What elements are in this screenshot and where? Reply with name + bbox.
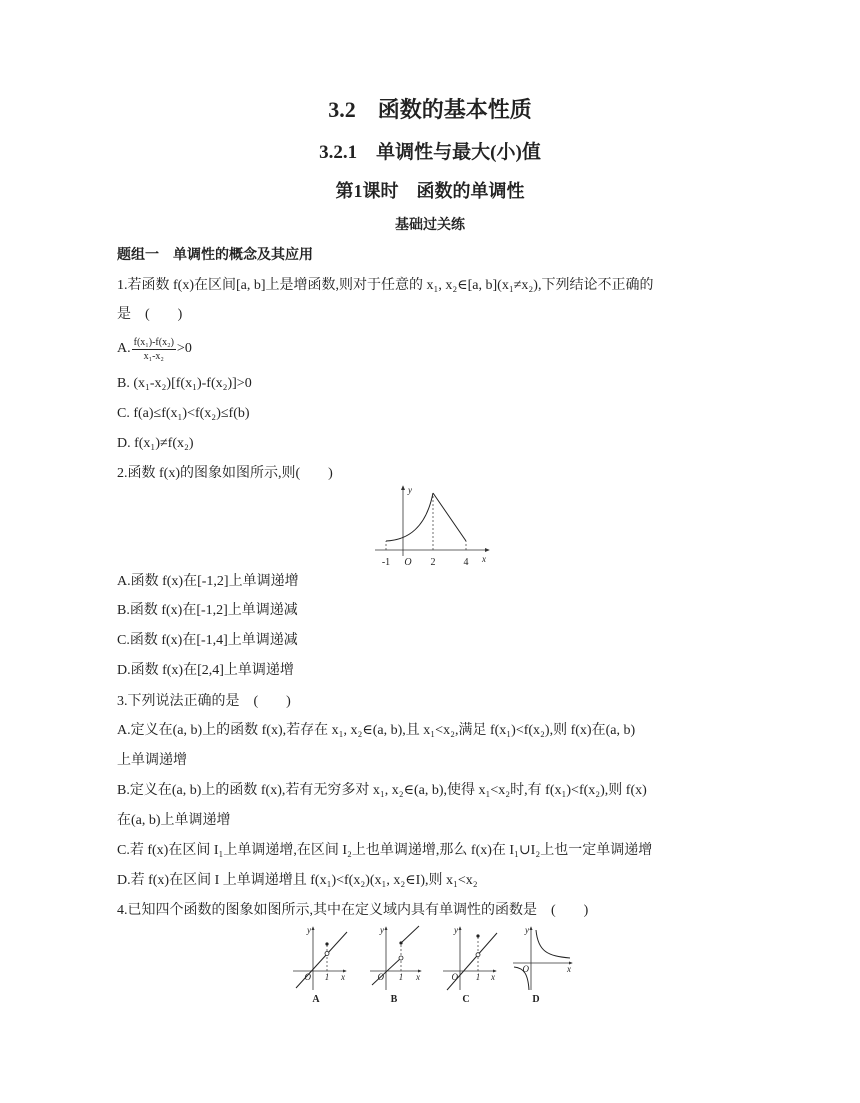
hyperbola-upper-branch <box>536 930 570 958</box>
open-point <box>325 952 329 956</box>
q2-option-c: C.函数 f(x)在[-1,4]上单调递减 <box>117 633 298 648</box>
graph-c <box>443 925 497 1005</box>
q3-stem: 3.下列说法正确的是 ( ) <box>117 694 291 709</box>
increasing-curve <box>386 493 433 541</box>
origin-label: O <box>522 964 529 974</box>
q3-option-d: D.若 f(x)在区间 I 上单调递增且 f(x₁)<f(x₂)(x₁, x₂∈I),则 x₁<x₂ <box>117 873 478 888</box>
origin-label: O <box>304 972 311 982</box>
q1-stem-line-2: 是 ( ) <box>117 307 183 322</box>
q1-option-b: B. (x₁-x₂)[f(x₁)-f(x₂)]>0 <box>117 376 252 391</box>
graph-d <box>513 925 572 1005</box>
y-axis-label: y <box>454 925 458 935</box>
fraction-numerator: f(x₁)-f(x₂) <box>133 336 174 348</box>
tick-label-4: 4 <box>463 557 469 568</box>
graph-b <box>370 925 421 1005</box>
lesson-title: 第1课时 函数的单调性 <box>335 181 525 201</box>
solid-point <box>325 942 328 945</box>
tick-label-1: 1 <box>398 972 404 982</box>
open-point <box>476 953 480 957</box>
graph-caption-a: A <box>312 994 320 1005</box>
y-axis-label: y <box>307 925 311 935</box>
y-axis-label: y <box>408 485 412 495</box>
practice-title: 基础过关练 <box>395 218 465 233</box>
solid-point <box>476 934 479 937</box>
x-axis-label: x <box>341 972 345 982</box>
tick-label-1: 1 <box>475 972 481 982</box>
q1-option-d: D. f(x₁)≠f(x₂) <box>117 436 194 451</box>
q1-option-a-fraction <box>132 336 176 363</box>
q3-option-b-line-2: 在(a, b)上单调递增 <box>117 813 231 828</box>
q2-option-a: A.函数 f(x)在[-1,2]上单调递增 <box>117 574 299 589</box>
group-heading: 题组一 单调性的概念及其应用 <box>117 248 313 263</box>
q4-stem: 4.已知四个函数的图象如图所示,其中在定义域内具有单调性的函数是 ( ) <box>117 903 589 918</box>
q1-option-c: C. f(a)≤f(x₁)<f(x₂)≤f(b) <box>117 406 250 421</box>
q3-option-c: C.若 f(x)在区间 I₁上单调递增,在区间 I₂上也单调递增,那么 f(x)在 I₁∪I₂上也一定单调递增 <box>117 843 653 858</box>
q1-option-a-tail: >0 <box>176 341 192 356</box>
q1-option-a-label: A. <box>117 341 131 356</box>
y-axis-label: y <box>525 925 529 935</box>
solid-point <box>399 941 402 944</box>
q2-option-b: B.函数 f(x)在[-1,2]上单调递减 <box>117 603 298 618</box>
q2-option-d: D.函数 f(x)在[2,4]上单调递增 <box>117 663 294 678</box>
upper-line-segment <box>401 926 419 943</box>
x-axis-label: x <box>491 972 495 982</box>
graph-a <box>293 925 347 1005</box>
tick-label-neg1: -1 <box>381 557 391 568</box>
q3-option-a-line-2: 上单调递增 <box>117 753 187 768</box>
x-axis-label: x <box>416 972 420 982</box>
tick-label-2: 2 <box>430 557 436 568</box>
origin-label: O <box>451 972 458 982</box>
x-axis-label: x <box>482 554 486 564</box>
decreasing-segment <box>433 493 466 541</box>
origin-label: O <box>404 557 412 568</box>
fraction-denominator: x₁-x₂ <box>143 350 164 362</box>
subsection-title: 3.2.1 单调性与最大(小)值 <box>319 142 541 163</box>
tick-label-1: 1 <box>324 972 330 982</box>
q3-option-b-line-1: B.定义在(a, b)上的函数 f(x),若有无穷多对 x₁, x₂∈(a, b),使得 x₁<x₂时,有 f(x₁)<f(x₂),则 f(x) <box>117 783 647 798</box>
graph-caption-d: D <box>532 994 540 1005</box>
q2-stem: 2.函数 f(x)的图象如图所示,则( ) <box>117 466 333 481</box>
q3-option-a-line-1: A.定义在(a, b)上的函数 f(x),若存在 x₁, x₂∈(a, b),且 x₁<x₂,满足 f(x₁)<f(x₂),则 f(x)在(a, b) <box>117 723 636 738</box>
y-axis-label: y <box>380 925 384 935</box>
q1-option-a <box>117 332 192 366</box>
q4-function-graphs <box>288 922 588 1006</box>
graph-caption-b: B <box>390 994 398 1005</box>
graph-caption-c: C <box>462 994 470 1005</box>
q1-stem-line-1: 1.若函数 f(x)在区间[a, b]上是增函数,则对于任意的 x₁, x₂∈[a, b](x₁≠x₂),下列结论不正确的 <box>117 278 654 293</box>
section-title: 3.2 函数的基本性质 <box>328 97 532 122</box>
x-axis-label: x <box>567 964 571 974</box>
origin-label: O <box>377 972 384 982</box>
q2-function-graph <box>372 482 497 570</box>
open-point <box>399 956 403 960</box>
